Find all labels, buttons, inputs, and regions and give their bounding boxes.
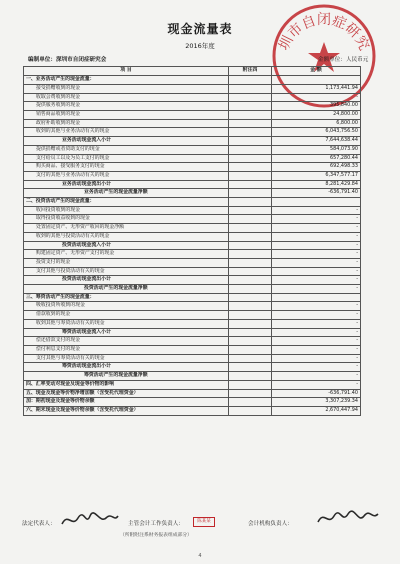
row-item-label: 政府补助收到的现金 <box>24 119 229 128</box>
row-amount: 24,800.00 <box>272 111 361 120</box>
table-row <box>24 380 361 389</box>
table-row <box>24 293 361 302</box>
table-row <box>24 224 361 233</box>
row-item-label: 一、业务活动产生的现金流量： <box>24 76 229 85</box>
row-item-label: 提供服务收到的现金 <box>24 102 229 111</box>
table-row <box>24 145 361 154</box>
table-row <box>24 345 361 354</box>
row-note-ref <box>229 93 272 102</box>
row-item-label: 购买商品、接受服务支付的现金 <box>24 163 229 172</box>
row-amount: - <box>272 285 361 294</box>
row-amount: 692,498.33 <box>272 163 361 172</box>
table-row <box>24 285 361 294</box>
page-number: 4 <box>198 553 202 559</box>
row-item-label: 提供捐赠或者资助支付的现金 <box>24 145 229 154</box>
row-item-label: 收到的其他与业务活动有关的现金 <box>24 128 229 137</box>
row-note-ref <box>229 354 272 363</box>
row-note-ref <box>229 250 272 259</box>
row-item-label: 投资活动现金流出小计 <box>24 276 229 285</box>
table-row <box>24 102 361 111</box>
row-note-ref <box>229 215 272 224</box>
row-note-ref <box>229 163 272 172</box>
legal-rep-signature <box>60 510 120 530</box>
table-row <box>24 302 361 311</box>
row-amount: - <box>272 319 361 328</box>
row-amount: - <box>272 302 361 311</box>
table-row <box>24 111 361 120</box>
row-item-label: 四、汇率变动对现金及现金等价物的影响 <box>24 380 229 389</box>
row-note-ref <box>229 380 272 389</box>
report-year: 2016年度 <box>185 42 215 50</box>
row-item-label: 加：期初现金及现金等价物余额 <box>24 398 229 407</box>
row-amount: 395,840.00 <box>272 102 361 111</box>
row-note-ref <box>229 319 272 328</box>
table-row <box>24 363 361 372</box>
row-amount: 6,800.00 <box>272 119 361 128</box>
row-amount <box>272 76 361 85</box>
row-amount: - <box>272 363 361 372</box>
header-amount: 金 额 <box>272 67 361 76</box>
row-amount: - <box>272 250 361 259</box>
table-row <box>24 84 361 93</box>
row-note-ref <box>229 137 272 146</box>
row-note-ref <box>229 276 272 285</box>
row-note-ref <box>229 337 272 346</box>
row-item-label: 五、现金及现金等价物净增加额（含受托代理资金） <box>24 389 229 398</box>
cash-flow-table <box>23 66 361 416</box>
row-note-ref <box>229 328 272 337</box>
row-amount: - <box>272 206 361 215</box>
table-row <box>24 354 361 363</box>
row-note-ref <box>229 267 272 276</box>
row-amount: - <box>272 276 361 285</box>
svg-text:圳市自闭症研究: 圳市自闭症研究 <box>276 12 372 54</box>
row-note-ref <box>229 189 272 198</box>
row-item-label: 销售商品收到的现金 <box>24 111 229 120</box>
row-amount: - <box>272 345 361 354</box>
row-item-label: 偿付利息支付的现金 <box>24 345 229 354</box>
row-item-label: 支付其他与投资活动有关的现金 <box>24 267 229 276</box>
row-note-ref <box>229 372 272 381</box>
row-item-label: 处置固定资产、无形资产收回的现金净额 <box>24 224 229 233</box>
row-amount: - <box>272 224 361 233</box>
row-note-ref <box>229 302 272 311</box>
table-row <box>24 241 361 250</box>
row-note-ref <box>229 311 272 320</box>
row-note-ref <box>229 389 272 398</box>
row-amount <box>272 198 361 207</box>
row-amount: 1,173,441.94 <box>272 84 361 93</box>
row-note-ref <box>229 398 272 407</box>
table-row <box>24 206 361 215</box>
row-item-label: 借款收到的现金 <box>24 311 229 320</box>
row-item-label: 接受捐赠收到的现金 <box>24 84 229 93</box>
row-amount: - <box>272 258 361 267</box>
table-row <box>24 163 361 172</box>
row-amount: - <box>272 232 361 241</box>
row-note-ref <box>229 232 272 241</box>
table-row <box>24 250 361 259</box>
row-amount: - <box>272 267 361 276</box>
row-item-label: 收取会费收到的现金 <box>24 93 229 102</box>
row-item-label: 业务活动现金流入小计 <box>24 137 229 146</box>
row-amount: -636,791.40 <box>272 189 361 198</box>
row-note-ref <box>229 363 272 372</box>
table-row <box>24 154 361 163</box>
table-row <box>24 319 361 328</box>
row-note-ref <box>229 206 272 215</box>
row-note-ref <box>229 119 272 128</box>
legal-representative-label: 法定代表人： <box>22 521 56 527</box>
table-row <box>24 128 361 137</box>
row-item-label: 收到其他与筹资活动有关的现金 <box>24 319 229 328</box>
table-row <box>24 76 361 85</box>
row-note-ref <box>229 145 272 154</box>
currency-unit: 金额单位：人民币元 <box>318 57 369 63</box>
row-item-label: 投资活动现金流入小计 <box>24 241 229 250</box>
page-title: 现金流量表 <box>167 22 233 36</box>
table-row <box>24 189 361 198</box>
header-item: 项 目 <box>24 67 229 76</box>
row-note-ref <box>229 180 272 189</box>
row-item-label: 筹资活动现金流入小计 <box>24 328 229 337</box>
row-item-label: 取得投资收益收到的现金 <box>24 215 229 224</box>
row-amount: 657,280.44 <box>272 154 361 163</box>
table-header-row <box>24 67 361 76</box>
row-item-label: 六、期末现金及现金等价物余额（含受托代理资金） <box>24 406 229 415</box>
row-note-ref <box>229 241 272 250</box>
table-row <box>24 267 361 276</box>
table-row <box>24 171 361 180</box>
table-row <box>24 311 361 320</box>
row-item-label: 支付给员工以及为员工支付的现金 <box>24 154 229 163</box>
row-item-label: 业务活动产生的现金流量净额 <box>24 189 229 198</box>
row-item-label: 偿还借款支付的现金 <box>24 337 229 346</box>
row-item-label: 三、筹资活动产生的现金流量： <box>24 293 229 302</box>
row-amount <box>272 293 361 302</box>
row-item-label: 收到的其他与投资活动有关的现金 <box>24 232 229 241</box>
row-item-label: 二、投资活动产生的现金流量： <box>24 198 229 207</box>
row-note-ref <box>229 84 272 93</box>
table-row <box>24 215 361 224</box>
row-amount: 6,347,577.17 <box>272 171 361 180</box>
row-amount: 584,073.90 <box>272 145 361 154</box>
table-row <box>24 232 361 241</box>
row-note-ref <box>229 258 272 267</box>
row-item-label: 投资活动产生的现金流量净额 <box>24 285 229 294</box>
row-amount: 6,043,756.50 <box>272 128 361 137</box>
row-amount: - <box>272 215 361 224</box>
row-amount: 7,644,638.44 <box>272 137 361 146</box>
header-row-number: 附注四 <box>229 67 272 76</box>
table-row <box>24 372 361 381</box>
row-item-label: 筹资活动产生的现金流量净额 <box>24 372 229 381</box>
table-row <box>24 119 361 128</box>
row-amount: - <box>272 337 361 346</box>
table-row <box>24 406 361 415</box>
row-amount: 8,281,429.84 <box>272 180 361 189</box>
accounting-head-signature <box>316 508 380 530</box>
table-row <box>24 258 361 267</box>
row-item-label: 投资支付的现金 <box>24 258 229 267</box>
row-amount: - <box>272 93 361 102</box>
table-row <box>24 389 361 398</box>
row-amount: - <box>272 328 361 337</box>
table-row <box>24 137 361 146</box>
row-note-ref <box>229 102 272 111</box>
row-note-ref <box>229 345 272 354</box>
table-row <box>24 337 361 346</box>
row-item-label: 支付其他与筹资活动有关的现金 <box>24 354 229 363</box>
table-row <box>24 180 361 189</box>
row-amount: -636,791.40 <box>272 389 361 398</box>
row-amount: - <box>272 311 361 320</box>
row-item-label: 筹资活动现金流出小计 <box>24 363 229 372</box>
row-amount: - <box>272 354 361 363</box>
table-row <box>24 198 361 207</box>
reporting-entity: 编制单位：深圳市自闭症研究会 <box>28 57 107 63</box>
row-item-label: 收回投资收到的现金 <box>24 206 229 215</box>
row-note-ref <box>229 293 272 302</box>
table-row <box>24 276 361 285</box>
row-amount: 2,670,447.94 <box>272 406 361 415</box>
row-note-ref <box>229 224 272 233</box>
row-amount: - <box>272 380 361 389</box>
row-note-ref <box>229 171 272 180</box>
table-row <box>24 328 361 337</box>
row-note-ref <box>229 111 272 120</box>
row-item-label: 吸收投资所收到的现金 <box>24 302 229 311</box>
row-note-ref <box>229 128 272 137</box>
accountant-name-stamp: 陈某某 <box>193 517 215 527</box>
table-row <box>24 93 361 102</box>
accounting-head-label: 会计机构负责人： <box>248 521 293 527</box>
row-note-ref <box>229 285 272 294</box>
row-item-label: 支付的其他与业务活动有关的现金 <box>24 171 229 180</box>
row-item-label: 购建固定资产、无形资产支付的现金 <box>24 250 229 259</box>
row-note-ref <box>229 76 272 85</box>
row-note-ref <box>229 154 272 163</box>
table-row <box>24 398 361 407</box>
row-note-ref <box>229 198 272 207</box>
chief-accountant-label: 主管会计工作负责人： <box>128 521 184 527</box>
row-item-label: 业务活动现金流出小计 <box>24 180 229 189</box>
row-amount: 3,307,239.34 <box>272 398 361 407</box>
row-amount: - <box>272 372 361 381</box>
row-amount: - <box>272 241 361 250</box>
row-note-ref <box>229 406 272 415</box>
footer-note: （所附附注系财务报表组成部分） <box>120 533 192 538</box>
